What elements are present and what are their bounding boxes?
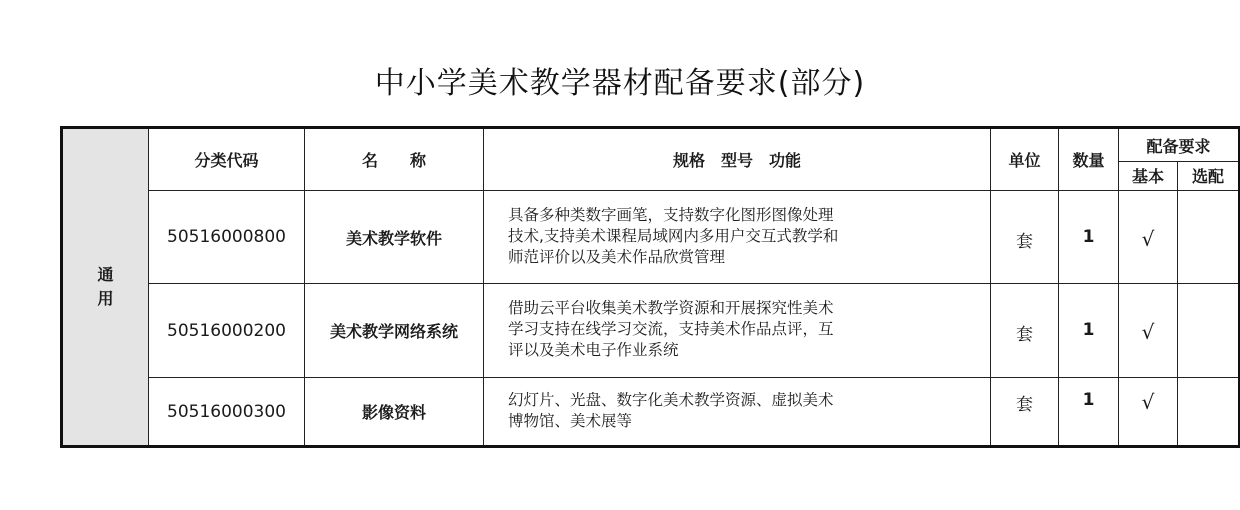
name-cell: 美术教学网络系统 — [305, 284, 484, 378]
code-cell: 50516000200 — [149, 284, 305, 378]
spec-line: 技术,支持美术课程局域网内多用户交互式教学和 — [508, 226, 839, 245]
spec-cell — [484, 190, 991, 284]
header-row — [62, 128, 1240, 162]
basic-check-cell: √ — [1119, 190, 1178, 284]
unit-cell: 套 — [991, 378, 1059, 447]
spec-cell — [484, 284, 991, 378]
spec-line: 博物馆、美术展等 — [508, 412, 633, 431]
category-char: 用 — [97, 289, 114, 308]
page-title: 中小学美术教学器材配备要求(部分) — [374, 66, 866, 101]
optional-cell — [1178, 378, 1240, 447]
spec-line: 幻灯片、光盘、数字化美术教学资源、虚拟美术 — [508, 391, 834, 410]
category-cell — [62, 128, 149, 447]
basic-check-cell: √ — [1119, 284, 1178, 378]
header-requirement: 配备要求 — [1119, 128, 1240, 162]
requirements-table-container — [60, 126, 1225, 448]
optional-cell — [1178, 190, 1240, 284]
header-name: 名 称 — [305, 128, 484, 191]
spec-cell — [484, 378, 991, 447]
basic-check-cell: √ — [1119, 378, 1178, 447]
name-cell: 影像资料 — [305, 378, 484, 447]
code-cell: 50516000300 — [149, 378, 305, 447]
table-row — [62, 284, 1240, 378]
name-cell: 美术教学软件 — [305, 190, 484, 284]
qty-cell: 1 — [1059, 378, 1119, 447]
spec-line: 评以及美术电子作业系统 — [508, 341, 679, 360]
header-qty: 数量 — [1059, 128, 1119, 191]
header-unit: 单位 — [991, 128, 1059, 191]
header-spec: 规格 型号 功能 — [484, 128, 991, 191]
header-code: 分类代码 — [149, 128, 305, 191]
category-char: 通 — [97, 265, 114, 284]
unit-cell: 套 — [991, 190, 1059, 284]
spec-line: 学习支持在线学习交流，支持美术作品点评，互 — [508, 320, 834, 339]
spec-line: 具备多种类数字画笔，支持数字化图形图像处理 — [508, 205, 834, 224]
optional-cell — [1178, 284, 1240, 378]
header-basic: 基本 — [1119, 162, 1178, 190]
code-cell: 50516000800 — [149, 190, 305, 284]
spec-line: 师范评价以及美术作品欣赏管理 — [508, 247, 726, 266]
header-optional: 选配 — [1178, 162, 1240, 190]
spec-line: 借助云平台收集美术教学资源和开展探究性美术 — [508, 299, 834, 318]
unit-cell: 套 — [991, 284, 1059, 378]
qty-cell: 1 — [1059, 284, 1119, 378]
requirements-table — [60, 126, 1240, 448]
table-row — [62, 378, 1240, 447]
table-row — [62, 190, 1240, 284]
qty-cell: 1 — [1059, 190, 1119, 284]
